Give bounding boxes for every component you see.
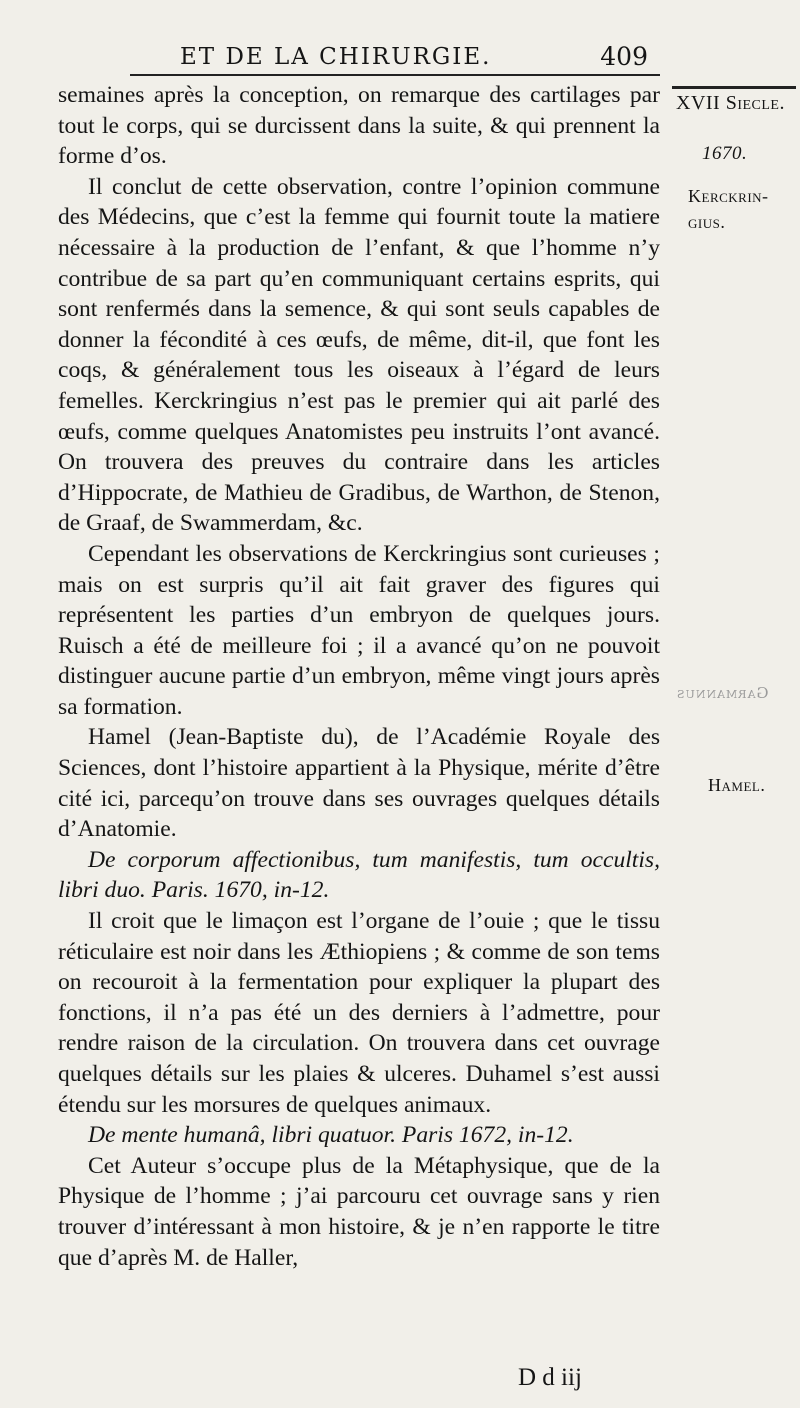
paragraph-continuation: semaines après la conception, on remarque des cartilages par tout le corps, qui se durcissent dans la suite, & qui prennent la forme d’os.	[58, 82, 660, 170]
main-text	[58, 80, 660, 1273]
paragraph-kerckringius-conclusion: Il conclut de cette observation, contre l’opinion commune des Médecins, que c’est la femme qui fournit toute la matiere nécessaire à la production de l’enfant, & que l’homme n’y contribue de sa part qu’en communiquant certains esprits, qui sont renfermés dans la semence, & qui sont seuls capables de donner la fécondité à ces œufs, de même, dit-il, que font les coqs, & généralement tous les oiseaux à l’égard de leurs femelles. Kerckringius n’est pas le premier qui ait parlé des œufs, comme quelques Anatomistes peu instruits l’ont avancé. On trouvera des preuves du contraire dans les articles d’Hippocrate, de Mathieu de Gradibus, de Warthon, de Stenon, de Graaf, de Swammerdam, &c.	[58, 173, 660, 537]
signature-mark: D d iij	[518, 1364, 582, 1391]
marginalia	[672, 0, 800, 1408]
margin-name-kerckringius	[688, 183, 800, 235]
paragraph-metaphysique: Cet Auteur s’occupe plus de la Métaphysique, que de la Physique de l’homme ; j’ai parcouru cet ouvrage sans y rien trouver d’intéressant à mon histoire, & je n’en rapporte le titre que d’après M. de Haller,	[58, 1152, 660, 1271]
margin-name-text: Kerckrin-gius.	[688, 186, 769, 232]
book-title-corporum: De corporum affectionibus, tum manifestis, tum occultis, libri duo. Paris. 1670, in-12.	[58, 846, 660, 904]
running-header	[130, 40, 660, 76]
margin-century: XVII Siecle.	[676, 92, 785, 114]
paragraph-observations: Cependant les observations de Kerckringius sont curieuses ; mais on est surpris qu’il ait fait graver des figures qui représentent les parties d’un embryon de quelques jours. Ruisch a été de meilleure foi ; il a avancé qu’on ne pouvoit distinguer aucune partie d’un embryon, même vingt jours après sa formation.	[58, 540, 660, 720]
paragraph-hamel: Hamel (Jean-Baptiste du), de l’Académie Royale des Sciences, dont l’histoire appartient à la Physique, mérite d’être cité ici, parcequ’on trouve dans ses ouvrages quelques détails d’Anatomie.	[58, 724, 660, 843]
bleed-through-text: Garmannus	[676, 684, 769, 702]
running-title: ET DE LA CHIRURGIE.	[180, 44, 492, 70]
margin-year: 1670.	[702, 143, 748, 164]
paragraph-limacon: Il croit que le limaçon est l’organe de l’ouie ; que le tissu réticulaire est noir dans les Æthiopiens ; & comme de son tems on recouroit à la fermentation pour expliquer la plupart des fonctions, il n’a pas été un des derniers à l’admettre, pour rendre raison de la circulation. On trouvera dans cet ouvrage quelques détails sur les plaies & ulceres. Duhamel s’est aussi étendu sur les morsures de quelques animaux.	[58, 908, 660, 1118]
page-number: 409	[600, 42, 648, 71]
book-title-mente: De mente humanâ, libri quatuor. Paris 1672, in-12.	[88, 1122, 574, 1149]
margin-name-hamel: Hamel.	[708, 775, 766, 795]
